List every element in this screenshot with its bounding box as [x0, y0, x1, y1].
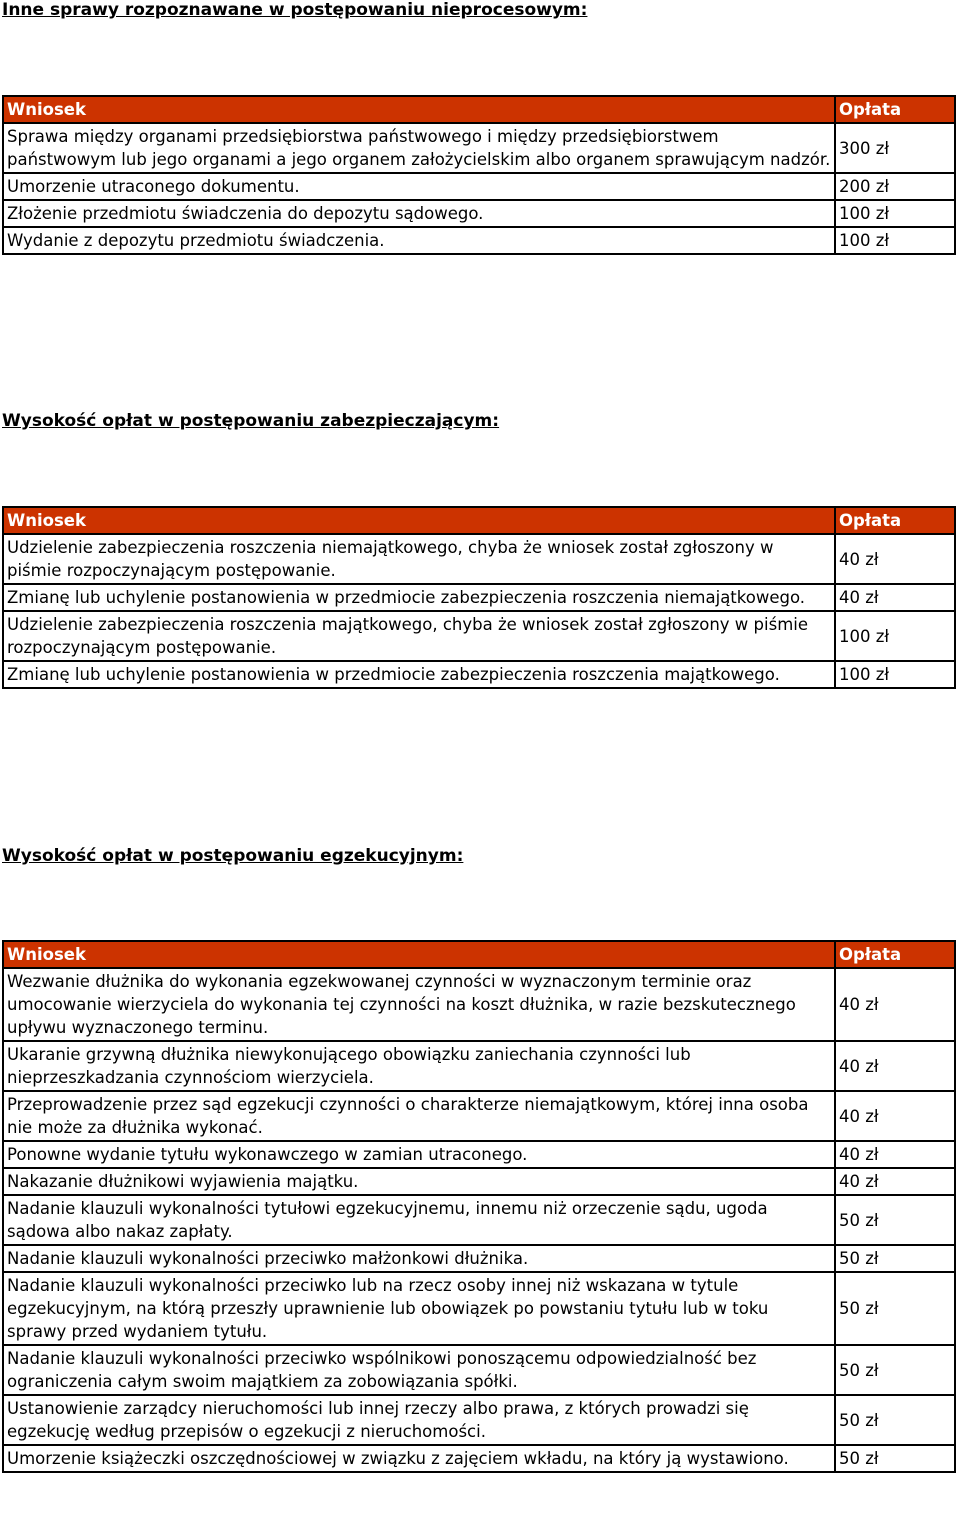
fee-cell: 100 zł: [835, 661, 955, 688]
table-row: [3, 1445, 955, 1472]
request-cell: Zmianę lub uchylenie postanowienia w przedmiocie zabezpieczenia roszczenia majątkowego.: [3, 661, 835, 688]
request-cell: Ponowne wydanie tytułu wykonawczego w zamian utraconego.: [3, 1141, 835, 1168]
fee-cell: 40 zł: [835, 1091, 955, 1141]
fee-cell: 50 zł: [835, 1345, 955, 1395]
table-row: [3, 534, 955, 584]
table-row: [3, 1091, 955, 1141]
table-row: [3, 1141, 955, 1168]
column-header-request: Wniosek: [3, 507, 835, 534]
request-cell: Nadanie klauzuli wykonalności przeciwko lub na rzecz osoby innej niż wskazana w tytule egzekucyjnym, na którą przeszły uprawnienie lub obowiązek po powstaniu tytułu lub w toku sprawy przed wydaniem tytułu.: [3, 1272, 835, 1345]
fee-cell: 100 zł: [835, 227, 955, 254]
table-row: [3, 200, 955, 227]
table-row: [3, 1168, 955, 1195]
request-cell: Udzielenie zabezpieczenia roszczenia niemajątkowego, chyba że wniosek został zgłoszony w piśmie rozpoczynającym postępowanie.: [3, 534, 835, 584]
request-cell: Wezwanie dłużnika do wykonania egzekwowanej czynności w wyznaczonym terminie oraz umocowanie wierzyciela do wykonania tej czynności na koszt dłużnika, w razie bezskutecznego upływu wyznaczonego terminu.: [3, 968, 835, 1041]
table-row: [3, 173, 955, 200]
table-row: [3, 1245, 955, 1272]
fee-cell: 50 zł: [835, 1195, 955, 1245]
fee-cell: 40 zł: [835, 584, 955, 611]
fee-table-enforcement: [2, 940, 956, 1473]
request-cell: Ustanowienie zarządcy nieruchomości lub innej rzeczy albo prawa, z których prowadzi się egzekucję według przepisów o egzekucji z nieruchomości.: [3, 1395, 835, 1445]
fee-cell: 40 zł: [835, 1168, 955, 1195]
fee-cell: 200 zł: [835, 173, 955, 200]
column-header-fee: Opłata: [835, 96, 955, 123]
fee-cell: 40 zł: [835, 1141, 955, 1168]
request-cell: Nadanie klauzuli wykonalności przeciwko małżonkowi dłużnika.: [3, 1245, 835, 1272]
column-header-fee: Opłata: [835, 941, 955, 968]
fee-cell: 40 zł: [835, 534, 955, 584]
table-header-row: [3, 941, 955, 968]
request-cell: Sprawa między organami przedsiębiorstwa państwowego i między przedsiębiorstwem państwowym lub jego organami a jego organem założycielskim albo organem sprawującym nadzór.: [3, 123, 835, 173]
request-cell: Udzielenie zabezpieczenia roszczenia majątkowego, chyba że wniosek został zgłoszony w piśmie rozpoczynającym postępowanie.: [3, 611, 835, 661]
fee-cell: 50 zł: [835, 1395, 955, 1445]
request-cell: Przeprowadzenie przez sąd egzekucji czynności o charakterze niemajątkowym, której inna osoba nie może za dłużnika wykonać.: [3, 1091, 835, 1141]
request-cell: Umorzenie utraconego dokumentu.: [3, 173, 835, 200]
section-title-security: Wysokość opłat w postępowaniu zabezpieczającym:: [2, 411, 500, 431]
table-row: [3, 584, 955, 611]
table-header-row: [3, 507, 955, 534]
column-header-fee: Opłata: [835, 507, 955, 534]
table-row: [3, 1395, 955, 1445]
fee-cell: 40 zł: [835, 968, 955, 1041]
request-cell: Nakazanie dłużnikowi wyjawienia majątku.: [3, 1168, 835, 1195]
request-cell: Nadanie klauzuli wykonalności tytułowi egzekucyjnemu, innemu niż orzeczenie sądu, ugoda sądowa albo nakaz zapłaty.: [3, 1195, 835, 1245]
fee-cell: 50 zł: [835, 1245, 955, 1272]
table-row: [3, 968, 955, 1041]
table-row: [3, 227, 955, 254]
section-title-enforcement: Wysokość opłat w postępowaniu egzekucyjnym:: [2, 846, 464, 866]
fee-cell: 100 zł: [835, 611, 955, 661]
request-cell: Wydanie z depozytu przedmiotu świadczenia.: [3, 227, 835, 254]
fee-table-security: [2, 506, 956, 689]
section-title-nonprocedural: Inne sprawy rozpoznawane w postępowaniu nieprocesowym:: [2, 0, 588, 20]
fee-cell: 300 zł: [835, 123, 955, 173]
table-row: [3, 1345, 955, 1395]
fee-cell: 50 zł: [835, 1445, 955, 1472]
request-cell: Nadanie klauzuli wykonalności przeciwko wspólnikowi ponoszącemu odpowiedzialność bez ograniczenia całym swoim majątkiem za zobowiązania spółki.: [3, 1345, 835, 1395]
column-header-request: Wniosek: [3, 941, 835, 968]
table-row: [3, 611, 955, 661]
table-row: [3, 1041, 955, 1091]
table-row: [3, 123, 955, 173]
fee-table-nonprocedural: [2, 95, 956, 255]
column-header-request: Wniosek: [3, 96, 835, 123]
request-cell: Ukaranie grzywną dłużnika niewykonującego obowiązku zaniechania czynności lub nieprzeszkadzania czynnościom wierzyciela.: [3, 1041, 835, 1091]
fee-cell: 40 zł: [835, 1041, 955, 1091]
request-cell: Złożenie przedmiotu świadczenia do depozytu sądowego.: [3, 200, 835, 227]
table-row: [3, 1272, 955, 1345]
table-header-row: [3, 96, 955, 123]
table-row: [3, 661, 955, 688]
fee-cell: 50 zł: [835, 1272, 955, 1345]
request-cell: Zmianę lub uchylenie postanowienia w przedmiocie zabezpieczenia roszczenia niemajątkowego.: [3, 584, 835, 611]
request-cell: Umorzenie książeczki oszczędnościowej w związku z zajęciem wkładu, na który ją wystawiono.: [3, 1445, 835, 1472]
fee-cell: 100 zł: [835, 200, 955, 227]
table-row: [3, 1195, 955, 1245]
